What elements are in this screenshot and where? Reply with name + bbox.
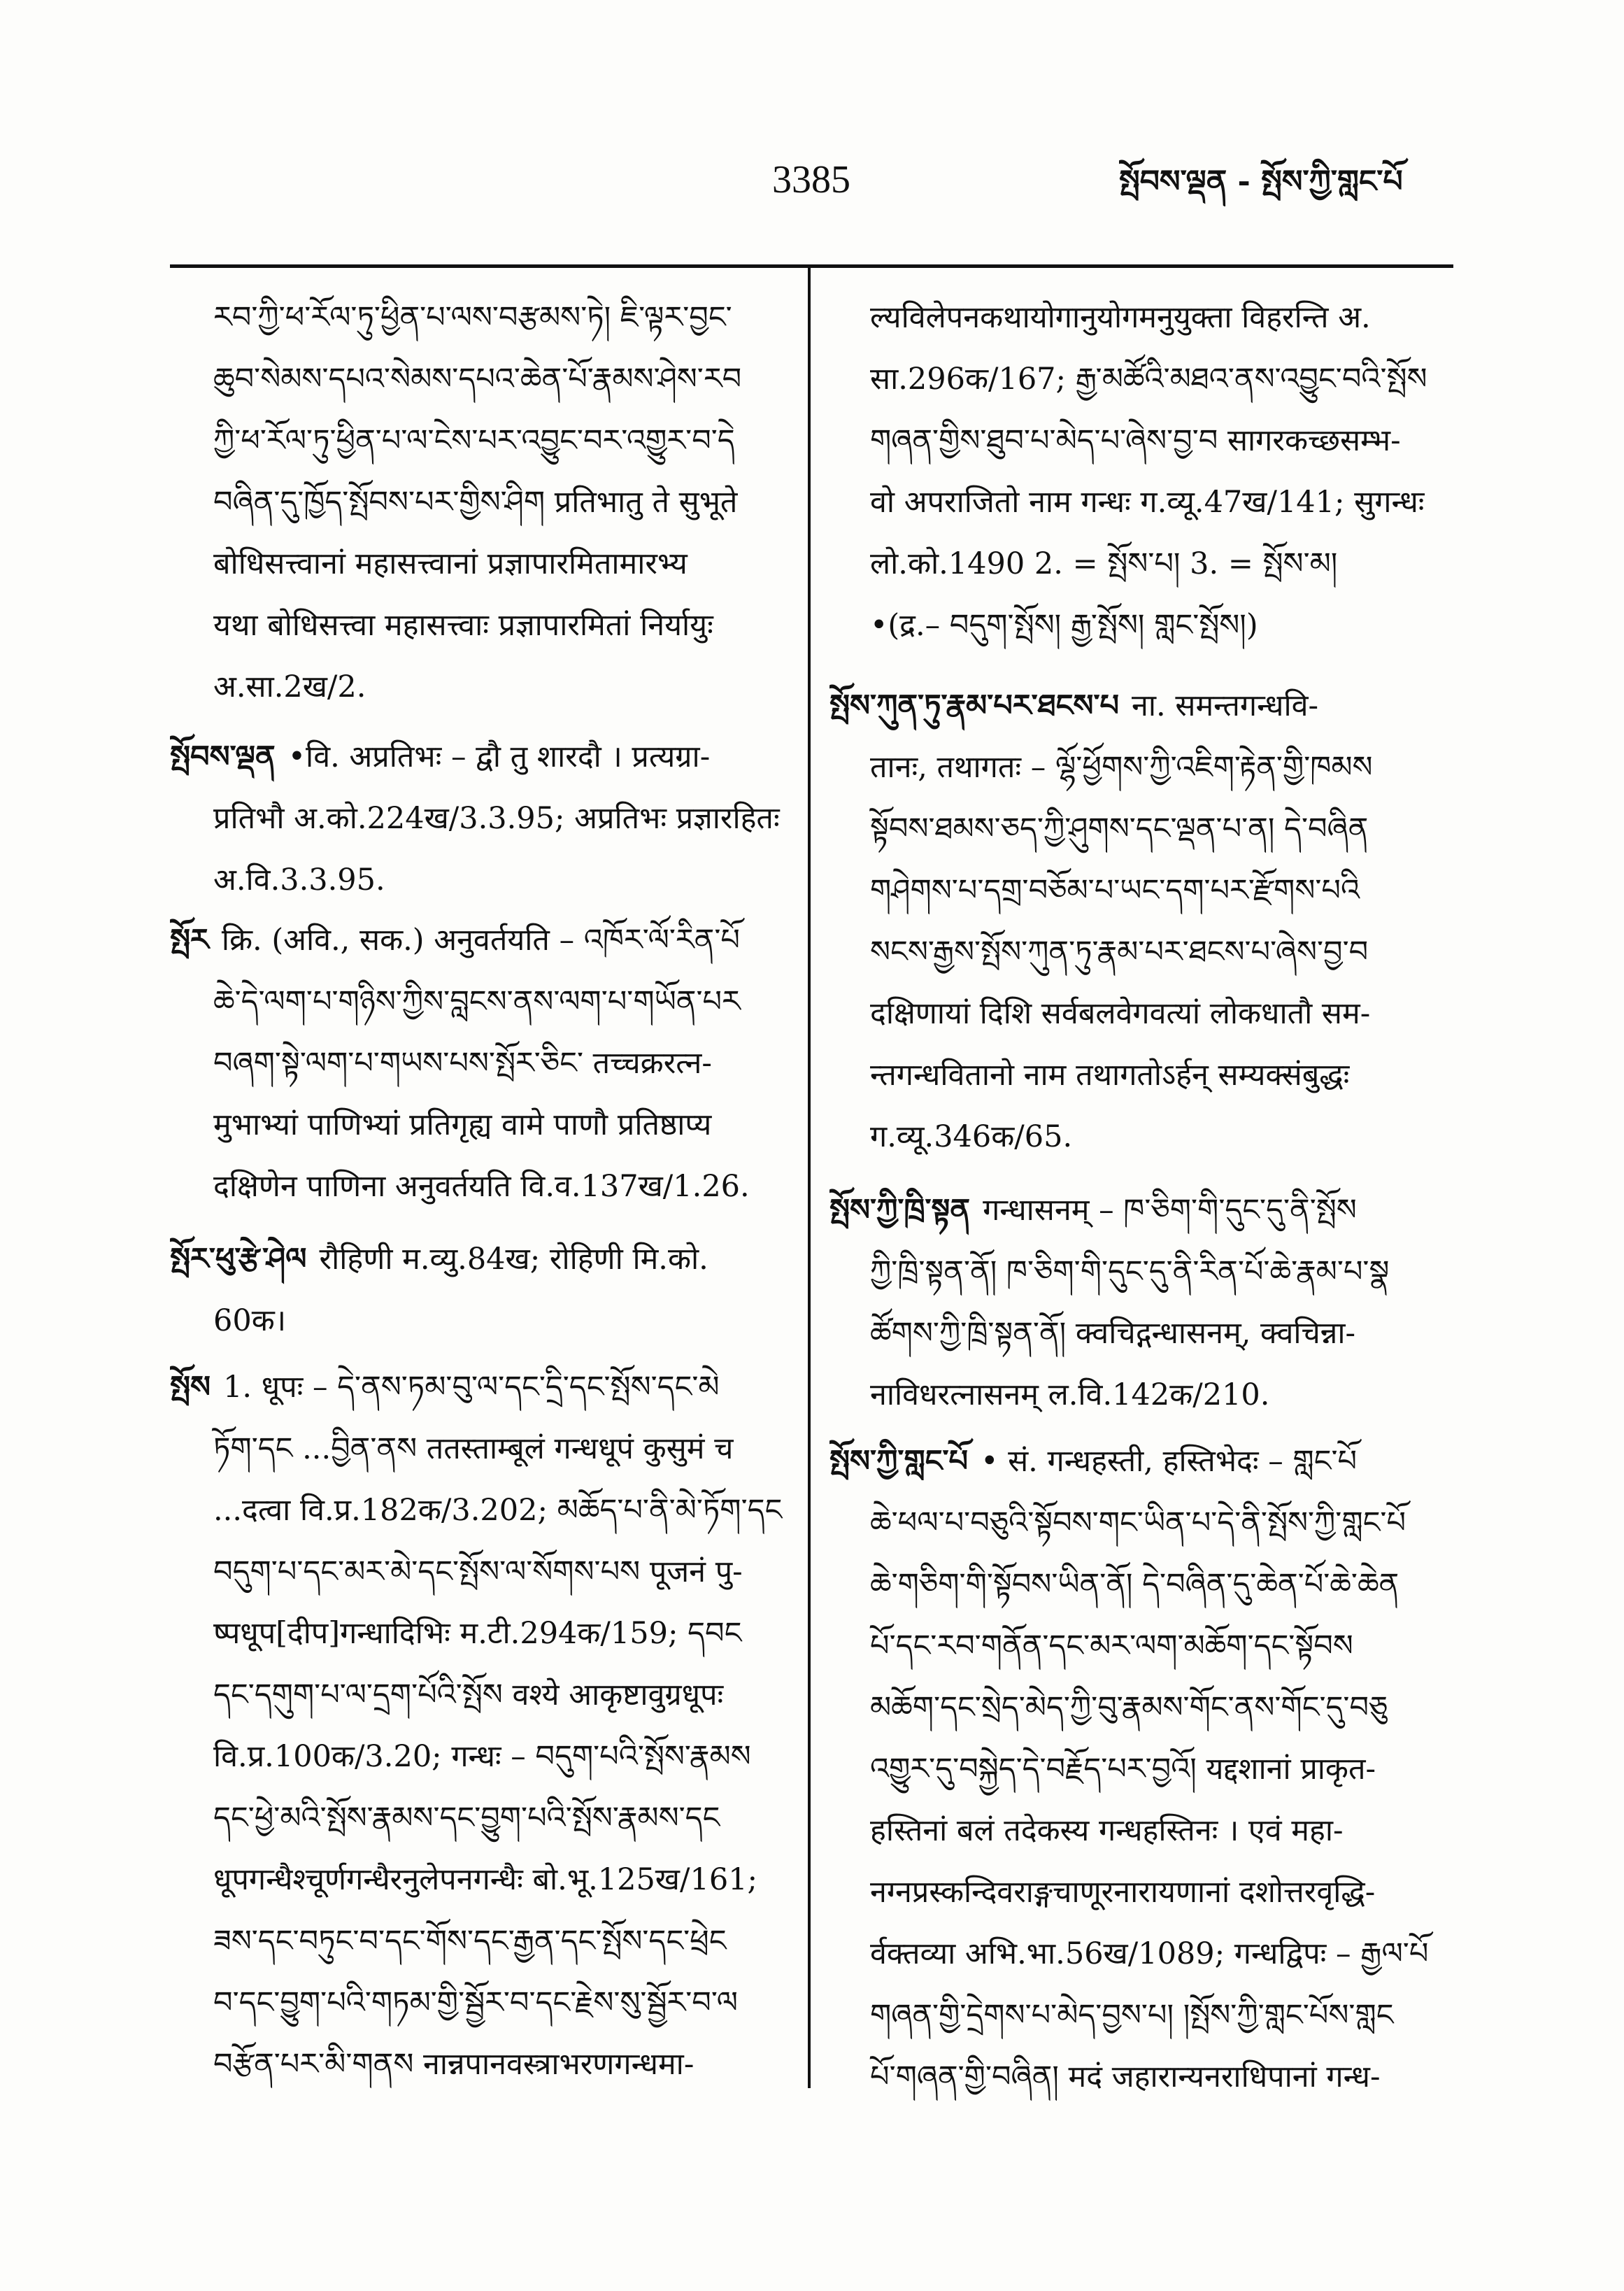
entry-headword: སྤོས་ཀྱི་ཁྲི་སྟན [829, 1193, 971, 1228]
left-continuation-paragraph [170, 287, 797, 718]
entry-headword: སྤོས་ཀུན་ཏུ་རྣམ་པར་ཐངས་པ [829, 688, 1120, 723]
text-line: न्तगन्धवितानो नाम तथागतोऽर्हन् सम्यक्संबुद्धः [870, 1058, 1350, 1093]
text-line: མཆོག་དང་སྲེད་མེད་ཀྱི་བུ་རྣམས་གོང་ནས་གོང་དུ་བཅུ [870, 1690, 1388, 1725]
text-line: प्रतिभौ अ.को.224ख/3.3.95; अप्रतिभः प्रज्ञारहितः [213, 801, 780, 836]
text-line: यथा बोधिसत्त्वा महासत्त्वाः प्रज्ञापारमितां निर्यायुः [213, 608, 713, 643]
entry-text: गन्धासनम् – ཁ་ཅིག་གི་དུང་དུ་ནི་སྤོས [983, 1193, 1357, 1228]
entry-first-line [170, 726, 797, 788]
text-line: ཆེ་དེ་ལག་པ་གཉིས་ཀྱིས་བླངས་ནས་ལག་པ་གཡོན་པར [213, 984, 741, 1019]
text-line: 60क। [213, 1303, 287, 1338]
dictionary-entry [829, 1431, 1455, 2108]
entry-headword: སྤོར [170, 923, 209, 958]
entry-headword: སྤོབས་ལྡན [170, 739, 276, 774]
text-line: र्वक्तव्या अभि.भा.56ख/1089; गन्धद्विपः – རྒྱལ་པོ [870, 1936, 1429, 1971]
entry-headword: སྤོས [170, 1370, 211, 1405]
text-line: मुभाभ्यां पाणिभ्यां प्रतिगृह्य वामे पाणौ प्रतिष्ठाप्य [213, 1107, 712, 1142]
dictionary-entry [829, 1179, 1455, 1426]
text-line: འགྱུར་དུ་བསྐྱེད་དེ་བརྗོད་པར་བྱའོ། यद्दशानां प्राकृत- [870, 1752, 1376, 1787]
text-line: སངས་རྒྱས་སྤོས་ཀུན་ཏུ་རྣམ་པར་ཐངས་པ་ཞེས་བྱ་བ [870, 935, 1369, 970]
text-line: གཞན་གྱི་དྲེགས་པ་མེད་བྱས་པ། །སྤོས་ཀྱི་གླང་པོས་གླང [870, 1998, 1394, 2033]
text-line: वि.प्र.100क/3.20; गन्धः – བདུག་པའི་སྤོས་རྣམས [213, 1739, 751, 1774]
text-line: པོ་དང་རབ་གནོན་དང་མར་ལག་མཆོག་དང་སྟོབས [870, 1629, 1353, 1664]
text-line: •(द्र.– བདུག་སྤོས། རྒྱ་སྤོས། གླང་སྤོས།) [870, 608, 1258, 643]
text-line: ཟས་དང་བཏུང་བ་དང་གོས་དང་རྒྱན་དང་སྤོས་དང་ཕྲེང [213, 1924, 727, 1959]
text-line: अ.वि.3.3.95. [213, 863, 385, 898]
text-line: གཞན་གྱིས་ཐུབ་པ་མེད་པ་ཞེས་བྱ་བ सागरकच्छसम्भ- [870, 423, 1401, 458]
text-line: नाविधरत्नासनम् ल.वि.142क/210. [870, 1377, 1270, 1412]
text-line: ल्यविलेपनकथायोगानुयोगमनुयुक्ता विहरन्ति अ. [870, 300, 1371, 335]
running-head: སྤོབས་ལྡན - སྤོས་ཀྱི་གླང་པོ [1119, 164, 1403, 199]
text-line: वो अपराजितो नाम गन्धः ग.व्यू.47ख/141; सुगन्धः [870, 485, 1425, 520]
entry-headword: སྤོས་ཀྱི་གླང་པོ [829, 1444, 969, 1479]
text-line: པོ་གཞན་གྱི་བཞིན། मदं जहारान्यनराधिपानां गन्ध- [870, 2059, 1381, 2094]
entry-first-line [829, 1431, 1455, 1492]
text-line: हस्तिनां बलं तदेकस्य गन्धहस्तिनः । एवं महा- [870, 1813, 1344, 1848]
entry-first-line [170, 1356, 797, 1418]
dictionary-entry [829, 675, 1455, 1168]
text-line: ཆེ་གཅིག་གི་སྟོབས་ཡིན་ནོ། དེ་བཞིན་དུ་ཆེན་པོ་ཆེ་ཆེན [870, 1567, 1399, 1602]
text-line: གཤེགས་པ་དགྲ་བཅོམ་པ་ཡང་དག་པར་རྫོགས་པའི [870, 873, 1360, 908]
text-line: ष्पधूप[दीप]गन्धादिभिः म.टी.294क/159; དབང [213, 1616, 742, 1651]
text-line: दक्षिणायां दिशि सर्वबलवेगवत्यां लोकधातौ सम- [870, 996, 1371, 1031]
entry-first-line [829, 675, 1455, 737]
text-line: སྟོབས་ཐམས་ཅད་ཀྱི་ཤུགས་དང་ལྡན་པ་ན། དེ་བཞིན [870, 811, 1369, 846]
page-number: 3385 [772, 158, 850, 201]
entry-text: क्रि. (अवि., सक.) अनुवर्तयति – འཁོར་ལོ་རིན་པོ [221, 923, 740, 958]
text-line: अ.सा.2ख/2. [213, 669, 366, 704]
text-line: བདུག་པ་དང་མར་མེ་དང་སྤོས་ལ་སོགས་པས पूजनं पु- [213, 1554, 743, 1589]
entry-text: 1. धूपः – དེ་ནས་ཏམ་བུ་ལ་དང་དྲི་དང་སྤོས་དང་མེ [223, 1370, 720, 1405]
text-line: རབ་ཀྱི་ཕ་རོལ་ཏུ་ཕྱིན་པ་ལས་བརྩམས་ཏེ། ཇི་ལྟར་བྱང་ [213, 300, 732, 335]
right-continuation-paragraph [829, 287, 1455, 656]
entry-first-line [170, 909, 797, 971]
entry-text: •वि. अप्रतिभः – द्वौ तु शारदौ । प्रत्यग्रा- [287, 739, 711, 774]
text-line: དང་དགུག་པ་ལ་དྲག་པོའི་སྤོས वश्ये आकृष्टावुग्रधूपः [213, 1678, 724, 1712]
text-line: नग्नप्रस्कन्दिवराङ्गचाणूरनारायणानां दशोत्तरवृद्धि- [870, 1875, 1376, 1910]
text-line: लो.को.1490 2. = སྤོས་པ། 3. = སྤོས་མ། [870, 546, 1338, 581]
text-line: ...दत्वा वि.प्र.182क/3.202; མཆོད་པ་ནི་མེ་ཏོག་དང [213, 1493, 783, 1528]
text-line: दक्षिणेन पाणिना अनुवर्तयति वि.व.137ख/1.26. [213, 1169, 750, 1204]
text-line: धूपगन्धैश्चूर्णगन्धैरनुलेपनगन्धैः बो.भू.125ख/161; [213, 1862, 758, 1897]
text-line: ग.व्यू.346क/65. [870, 1119, 1073, 1154]
column-divider [808, 266, 811, 2088]
dictionary-entry [170, 909, 797, 1217]
text-line: བཞིན་དུ་ཁྱོད་སྤོབས་པར་གྱིས་ཤིག प्रतिभातु ते सुभूते [213, 485, 738, 520]
text-line: ཀྱི་ཁྲི་སྟན་ནོ། ཁ་ཅིག་གི་དུང་དུ་ནི་རིན་པོ་ཆེ་རྣམ་པ་སྣ [870, 1254, 1390, 1289]
text-line: ཆེ་ཕལ་པ་བཅུའི་སྟོབས་གང་ཡིན་པ་དེ་ནི་སྤོས་ཀྱི་གླང་པོ [870, 1505, 1406, 1540]
text-line: ཚོགས་ཀྱི་ཁྲི་སྟན་ནོ། क्वचिद्गन्धासनम्, क्वचिन्ना- [870, 1316, 1355, 1351]
text-line: བཞག་སྟེ་ལག་པ་གཡས་པས་སྤོར་ཅིང་ तच्चक्ररत्न- [213, 1046, 712, 1081]
text-line: བརྩོན་པར་མི་གནས नान्नपानवस्त्राभरणगन्धमा- [213, 2047, 695, 2082]
dictionary-entry [170, 726, 797, 911]
dictionary-entry [170, 1356, 797, 2095]
entry-text: रौहिणी म.व्यु.84ख; रोहिणी मि.को. [319, 1242, 708, 1277]
header-rule [170, 264, 1453, 268]
entry-first-line [829, 1179, 1455, 1241]
text-line: ཆུབ་སེམས་དཔའ་སེམས་དཔའ་ཆེན་པོ་རྣམས་ཤེས་རབ [213, 362, 742, 397]
text-line: सा.296क/167; རྒྱ་མཚོའི་མཐའ་ནས་འབྱུང་བའི་སྤོས [870, 362, 1427, 397]
text-line: བ་དང་བྱུག་པའི་གཏམ་གྱི་སྦྱོར་བ་དང་རྗེས་སུ་སྦྱོར་བ་ལ [213, 1985, 738, 2020]
text-line: बोधिसत्त्वानां महासत्त्वानां प्रज्ञापारमितामारभ्य [213, 546, 688, 581]
entry-text: • सं. गन्धहस्ती, हस्तिभेदः – གླང་པོ [981, 1444, 1358, 1479]
entry-first-line [170, 1228, 797, 1290]
text-line: तानः, तथागतः – ལྷོ་ཕྱོགས་ཀྱི་འཇིག་རྟེན་གྱི་ཁམས [870, 750, 1373, 785]
text-line: ཀྱི་ཕ་རོལ་ཏུ་ཕྱིན་པ་ལ་ངེས་པར་འབྱུང་བར་འགྱུར་བ་དེ [213, 423, 735, 458]
entry-headword: སྤོར་ཕུ་རྩེ་ཤེལ [170, 1242, 307, 1277]
text-line: དང་ཕྱེ་མའི་སྤོས་རྣམས་དང་བྱུག་པའི་སྤོས་རྣམས་དང [213, 1801, 720, 1836]
entry-text: ना. समन्तगन्धवि- [1132, 688, 1319, 723]
dictionary-entry [170, 1228, 797, 1352]
text-line: ཏོག་དང ...བྱིན་ནས ततस्ताम्बूलं गन्धधूपं कुसुमं च [213, 1431, 734, 1466]
